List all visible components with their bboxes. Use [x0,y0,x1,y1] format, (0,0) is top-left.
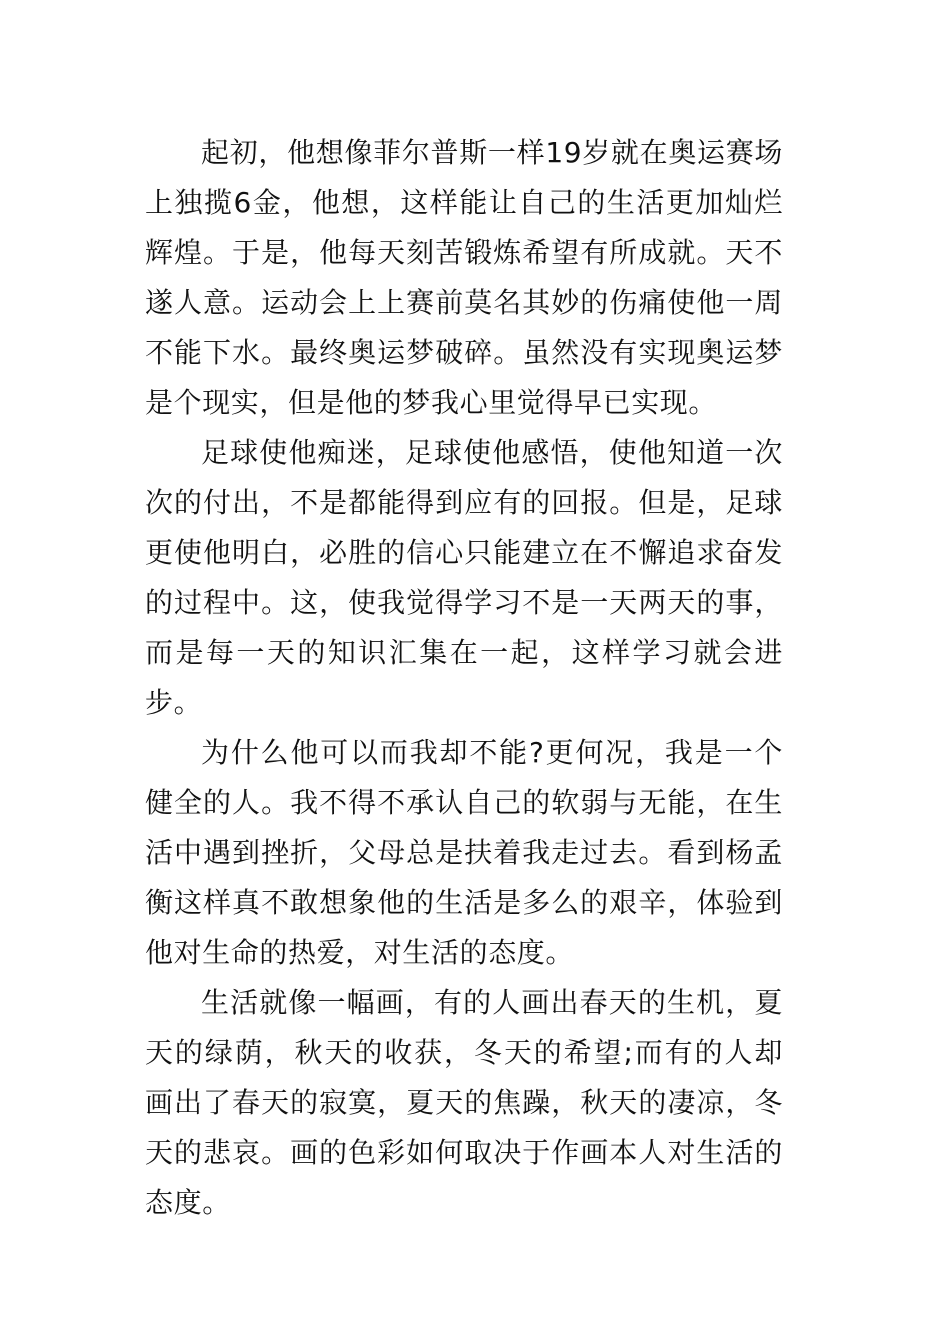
paragraph-4: 生活就像一幅画，有的人画出春天的生机，夏天的绿荫，秋天的收获，冬天的希望;而有的人却画出了春天的寂寞，夏天的焦躁，秋天的凄凉，冬天的悲哀。画的色彩如何取决于作画本人对生活的态度。 [145,986,783,1219]
paragraph-2: 足球使他痴迷，足球使他感悟，使他知道一次次的付出，不是都能得到应有的回报。但是，足球更使他明白，必胜的信心只能建立在不懈追求奋发的过程中。这，使我觉得学习不是一天两天的事，而是每一天的知识汇集在一起，这样学习就会进步。 [145,436,783,719]
paragraph-1: 起初，他想像菲尔普斯一样19岁就在奥运赛场上独揽6金，他想，这样能让自己的生活更加灿烂辉煌。于是，他每天刻苦锻炼希望有所成就。天不遂人意。运动会上上赛前莫名其妙的伤痛使他一周不能下水。最终奥运梦破碎。虽然没有实现奥运梦是个现实，但是他的梦我心里觉得早已实现。 [145,136,783,419]
document-body [145,128,783,1228]
paragraph-3: 为什么他可以而我却不能?更何况，我是一个健全的人。我不得不承认自己的软弱与无能，在生活中遇到挫折，父母总是扶着我走过去。看到杨孟衡这样真不敢想象他的生活是多么的艰辛，体验到他对生命的热爱，对生活的态度。 [145,736,783,969]
